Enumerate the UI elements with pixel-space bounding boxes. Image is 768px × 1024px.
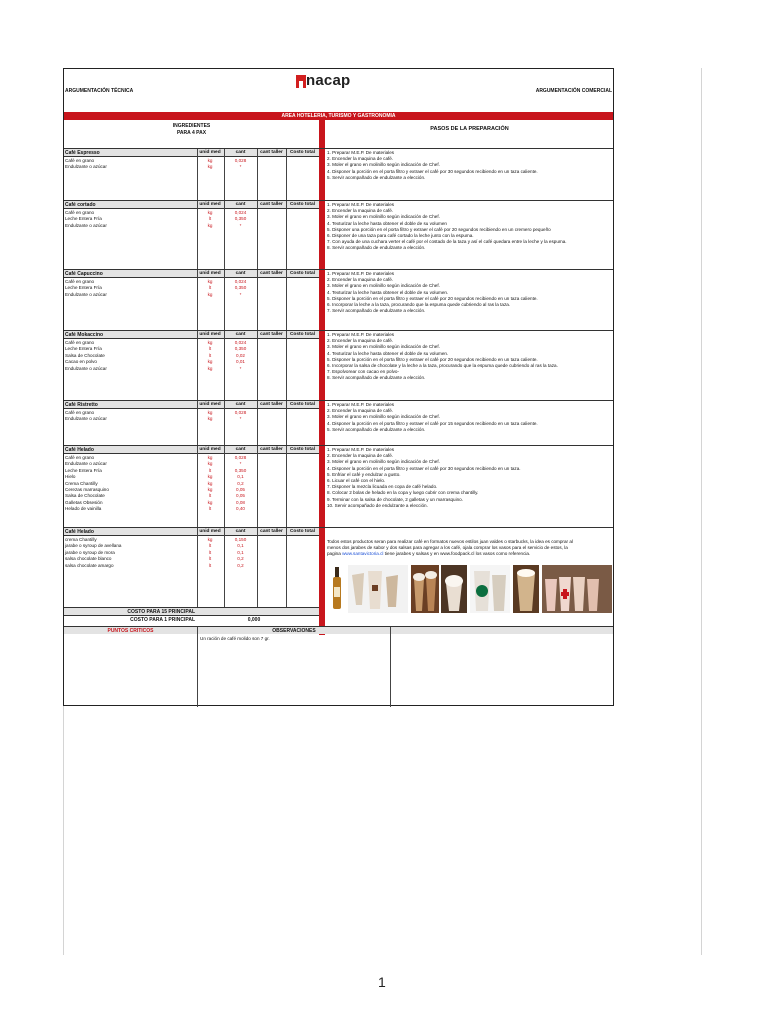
ingredient-name: Leche Entera Fría — [65, 216, 102, 222]
qty-column-header: cant — [235, 150, 246, 155]
ingredient-qty: 0,2 — [237, 556, 244, 562]
ingredient-unit: kg — [207, 474, 213, 480]
costo-column-header: Costo total — [289, 402, 316, 407]
unit-column-header: unid med — [199, 271, 221, 276]
inacap-logo — [296, 71, 366, 93]
ingredient-qty: 0,02 — [236, 352, 245, 358]
ingredient-qty: 0,024 — [234, 279, 247, 284]
preparation-steps — [327, 271, 613, 314]
recipe-name: Café Ristretto — [65, 402, 98, 408]
column-divider — [286, 331, 287, 401]
column-divider — [197, 149, 198, 201]
preparation-step: 2. Encender la maquina de café. — [327, 156, 394, 162]
ingredient-name: Café en grano — [65, 210, 95, 215]
qty-column-header: cant — [235, 402, 246, 407]
preparation-step: 2. Encender la maquina de café. — [327, 277, 394, 283]
unit-column-header: unid med — [199, 529, 221, 534]
preparation-step: 4. Texturizar la leche hasta obtener el doble de su volumen. — [327, 350, 449, 356]
ingredient-unit: lt — [208, 543, 212, 549]
ingredient-qty: 0,05 — [236, 493, 245, 499]
commercial-note-line: Todos estos productos seran para realizar café en formatos nuevos estilos juan valdes o starbucks, la idea es comprar al — [327, 539, 573, 544]
ingredient-unit: lt — [208, 216, 212, 222]
ingredient-qty: * — [239, 461, 242, 467]
argumentacion-comercial-label: ARGUMENTACIÓN COMERCIAL — [535, 88, 612, 94]
ingredient-name: Salsa de Chocolate — [65, 352, 105, 358]
recipe-name: Café Helado — [65, 447, 94, 453]
recipe-section — [64, 445, 613, 527]
taller-column-header: cant taller — [260, 529, 283, 534]
recipe-header-row — [64, 331, 319, 339]
column-divider — [224, 401, 225, 446]
ingredient-name: Café en grano — [65, 279, 95, 284]
puntos-criticos-label: PUNTOS CRITICOS — [107, 628, 154, 634]
frappe-drinks-image — [411, 565, 439, 613]
recipe-name: Café Mokaccino — [65, 332, 104, 338]
ingredient-qty: 0,028 — [234, 410, 247, 415]
preparation-step: 7. Espolvorear con cacao en polvo- — [327, 369, 400, 375]
ingredient-qty: 0,05 — [236, 487, 245, 492]
page-number: 1 — [378, 974, 386, 990]
ingredient-name: Cerezas marrasquino — [65, 487, 109, 492]
ingredient-unit: lt — [208, 556, 212, 562]
ingredient-name: Helado de vainilla — [65, 506, 102, 512]
ingredient-name: Café en grano — [65, 158, 95, 163]
preparation-step: 6. Disponer de una taza para café cortado la leche junto con la espuma. — [327, 233, 474, 239]
cost-15-row — [64, 607, 319, 615]
ingredient-unit: kg — [207, 291, 213, 297]
preparation-step: 8. Servir acompañado de endulzante a elección. — [327, 245, 426, 251]
ingredient-name: Hielo — [65, 474, 76, 480]
product-photos — [328, 565, 612, 613]
ingredient-unit: kg — [207, 537, 213, 542]
cost-1-label: COSTO PARA 1 PRINCIPAL — [130, 617, 195, 623]
cost-1-row — [64, 615, 319, 623]
note-text: tiene jarabes y salsas y en www.foodpack.cl los vasos como referencia. — [383, 551, 531, 557]
ingredient-name: Crema Chantilly — [65, 480, 98, 486]
ingredient-unit: lt — [208, 493, 212, 499]
preparation-step: 1. Preparar M.E.P. De materiales — [327, 332, 395, 337]
cost-15-label: COSTO PARA 15 PRINCIPAL — [127, 609, 195, 615]
preparation-steps — [327, 447, 613, 509]
commercial-note-line: menos dos jarabes de sabor y dos salsas para agregar a los café, ojala comprar los vasos para el servicio de estos, la — [327, 545, 568, 551]
qty-column-header: cant — [235, 202, 246, 207]
ingredient-unit: lt — [208, 549, 212, 555]
column-divider — [286, 401, 287, 446]
ingredient-qty: 0,01 — [236, 359, 245, 365]
ingredient-unit: kg — [207, 499, 213, 505]
column-divider — [224, 149, 225, 201]
starbucks-cups-image — [470, 565, 510, 613]
bottom-divider — [390, 627, 391, 707]
santavictoria-link[interactable]: www.santavictoria.cl — [342, 551, 384, 557]
recipe-name: Café Helado — [65, 529, 94, 535]
unit-column-header: unid med — [199, 202, 221, 207]
preparation-steps — [327, 332, 613, 382]
preparation-step: 2. Encender la maquina de café. — [327, 338, 394, 344]
preparation-step: 5. Disponer la porción en el porta filtro y extraer el café por 20 segundos recibiendo en un taza caliente. — [327, 356, 538, 362]
recipe-section — [64, 269, 613, 330]
ingredient-unit: kg — [207, 455, 213, 460]
preparation-step: 5. Enfriar el café y endulzar a gusto. — [327, 471, 401, 477]
preparation-step: 5. Disponer una porción en el porta filtro y extraer el café por 20 segundos recibiendo en un cremero pequeño — [327, 226, 551, 232]
column-divider — [257, 446, 258, 528]
recipe-section — [64, 400, 613, 445]
ingredient-qty: 0,40 — [236, 506, 245, 512]
qty-column-header: cant — [235, 271, 246, 276]
column-divider — [197, 401, 198, 446]
column-divider — [257, 401, 258, 446]
whipped-cream-cup-image — [441, 565, 467, 613]
preparation-step: 1. Preparar M.E.P. De materiales — [327, 402, 395, 407]
ingredient-qty: 0,2 — [237, 480, 244, 486]
costo-column-header: Costo total — [289, 202, 316, 207]
ingredient-unit: kg — [207, 365, 213, 371]
ingredient-name: jarabe o syroup de avellana — [65, 543, 122, 549]
preparation-step: 3. Moler el grano en molinillo según indicación de Chef. — [327, 459, 440, 465]
column-divider — [257, 149, 258, 201]
ingredient-qty: 0,024 — [234, 210, 247, 215]
cost-1-value: 0,000 — [247, 617, 261, 623]
ingredient-name: Café en grano — [65, 455, 95, 460]
ingredient-unit: kg — [207, 461, 213, 467]
preparation-steps — [327, 202, 613, 252]
preparation-step: 4. Texturizar la leche hasta obtener el doble de su volumen. — [327, 289, 449, 295]
costo-column-header: Costo total — [289, 529, 316, 534]
preparation-step: 2. Encender la maquina de café. — [327, 408, 394, 414]
preparation-step: 10. Servir acompañado de endulzante a elección. — [327, 502, 428, 508]
syrup-bottle-image — [332, 567, 342, 611]
preparation-steps — [327, 402, 613, 433]
preparation-step: 6. Incorporar la leche a la taza, procurando que la espuma quede cubriendo al ras la taza. — [327, 302, 511, 308]
ingredient-qty: * — [239, 164, 242, 170]
observaciones-label: OBSERVACIONES — [272, 628, 316, 634]
costo-column-header: Costo total — [289, 150, 316, 155]
inacap-logo-mark-icon — [296, 75, 306, 88]
ingredient-qty: 0,150 — [234, 537, 247, 542]
ingredientes-title: INGREDIENTES — [172, 123, 211, 129]
column-divider — [286, 528, 287, 608]
ingredient-name: Endulzante o azúcar — [65, 365, 107, 371]
bottom-divider — [197, 627, 198, 707]
ingredient-qty: 0,350 — [234, 216, 247, 222]
ingredient-qty: 0,350 — [234, 346, 247, 352]
ingredient-unit: lt — [208, 467, 212, 473]
frappuccino-lineup-image — [542, 565, 612, 613]
recipe-section — [64, 330, 613, 400]
ingredient-unit: kg — [207, 340, 213, 345]
costo-column-header: Costo total — [289, 332, 316, 337]
ingredient-unit: kg — [207, 410, 213, 415]
para-pax-label: PARA 4 PAX — [176, 130, 207, 136]
ingredient-unit: lt — [208, 346, 212, 352]
note-text: pagina — [327, 551, 343, 557]
preparation-step: 2. Encender la maquina de café. — [327, 453, 394, 459]
qty-column-header: cant — [235, 447, 246, 452]
ingredient-qty: 0,1 — [237, 549, 244, 555]
ingredient-qty: 0,08 — [236, 499, 245, 505]
ingredient-name: Leche Entera Fría — [65, 346, 102, 352]
preparation-step: 9. Terminar con la salsa de chocolate, 2 galletas y un marrasquino. — [327, 496, 464, 502]
ingredient-unit: kg — [207, 416, 213, 422]
recipe-header-row — [64, 149, 319, 157]
ingredient-qty: * — [239, 222, 242, 228]
costo-column-header: Costo total — [289, 447, 316, 452]
ingredient-name: Endulzante o azúcar — [65, 291, 107, 297]
ingredient-unit: kg — [207, 164, 213, 170]
preparation-step: 5. Servir acompañado de endulzante a elección. — [327, 426, 426, 432]
ingredient-qty: * — [239, 291, 242, 297]
ingredient-unit: lt — [208, 285, 212, 291]
ingredient-unit: kg — [207, 480, 213, 486]
ingredient-name: Cacao en polvo — [65, 359, 97, 365]
taller-column-header: cant taller — [260, 271, 283, 276]
preparation-step: 8. Colocar 2 bolas de helado en la copa y luego cubrir con crema chantilly. — [327, 490, 479, 496]
ingredient-name: Leche Entera Fría — [65, 285, 102, 291]
recipe-header-row — [64, 446, 319, 454]
preparation-step: 1. Preparar M.E.P. De materiales — [327, 271, 395, 276]
preparation-step: 3. Moler el grano en molinillo según indicación de Chef. — [327, 283, 440, 289]
ingredient-unit: lt — [208, 562, 212, 568]
preparation-step: 7. Servir acompañado de endulzante a elección. — [327, 308, 426, 314]
ingredient-unit: lt — [208, 506, 212, 512]
ingredient-name: Galletas Obsesión — [65, 499, 103, 505]
page-right-edge — [701, 68, 702, 955]
preparation-step: 3. Moler el grano en molinillo según indicación de Chef. — [327, 414, 440, 420]
preparation-step: 7. Disponer la mezcla licuada en copa de café helado. — [327, 484, 438, 490]
column-divider — [257, 201, 258, 270]
ingredient-unit: kg — [207, 279, 213, 284]
taller-column-header: cant taller — [260, 402, 283, 407]
recipe-header-row — [64, 528, 319, 536]
ingredient-name: salsa chocolate amargo — [65, 562, 114, 568]
taller-column-header: cant taller — [260, 447, 283, 452]
logo-text: nacap — [306, 72, 351, 89]
preparation-step: 8. Servir acompañado de endulzante a elección. — [327, 375, 426, 381]
preparation-step: 4. Texturizar la leche hasta obtener el doble de su volumen — [327, 220, 447, 226]
preparation-step: 4. Disponer la porción en el porta filtro y extraer el café por 30 segundos recibiendo en un taza. — [327, 465, 521, 471]
ingredient-unit: kg — [207, 210, 213, 215]
ingredient-name: Salsa de Chocolate — [65, 493, 105, 499]
recipe-name: Café Espresso — [65, 150, 100, 156]
recipe-header-row — [64, 270, 319, 278]
preparation-steps — [327, 150, 613, 181]
ingredient-name: salsa chocolate blanco — [65, 556, 112, 562]
column-divider — [257, 528, 258, 608]
recipe-header-row — [64, 201, 319, 209]
qty-column-header: cant — [235, 332, 246, 337]
unit-column-header: unid med — [199, 332, 221, 337]
ingredient-name: Leche Entera Fría — [65, 467, 102, 473]
ingredient-name: Endulzante o azúcar — [65, 416, 107, 422]
preparation-step: 1. Preparar M.E.P. De materiales — [327, 202, 395, 207]
ingredient-qty: 0,1 — [237, 474, 244, 480]
recipe-header-row — [64, 401, 319, 409]
ingredient-qty: 0,024 — [234, 340, 247, 345]
recipe-name: Café cortado — [65, 202, 96, 208]
iced-coffee-image — [513, 565, 539, 613]
ingredient-unit: kg — [207, 222, 213, 228]
ingredient-unit: kg — [207, 359, 213, 365]
column-divider — [257, 270, 258, 331]
pasos-preparacion-title: PASOS DE LA PREPARACIÓN — [430, 126, 509, 132]
preparation-step: 4. Disponer la porción en el porta filtro y extraer el café por 15 segundos recibiendo en un taza caliente. — [327, 420, 538, 426]
unit-column-header: unid med — [199, 402, 221, 407]
preparation-step: 3. Moler el grano en molinillo según indicación de Chef. — [327, 162, 440, 168]
costo-column-header: Costo total — [289, 271, 316, 276]
ingredient-qty: 0,028 — [234, 158, 247, 163]
commercial-note — [327, 539, 611, 558]
ingredient-name: jarabe o syroup de mora — [65, 549, 115, 555]
ingredient-unit: lt — [208, 352, 212, 358]
recipe-section — [64, 148, 613, 200]
ingredient-name: Endulzante o azúcar — [65, 461, 107, 467]
taller-column-header: cant taller — [260, 150, 283, 155]
column-divider — [286, 149, 287, 201]
column-divider — [257, 331, 258, 401]
bottom-header-row — [64, 626, 613, 634]
unit-column-header: unid med — [199, 150, 221, 155]
observacion-text: Un ración de café molido son 7 gr. — [200, 636, 270, 641]
ingredient-name: Café en grano — [65, 410, 95, 415]
ingredient-qty: 0,2 — [237, 562, 244, 568]
argumentacion-tecnica-label: ARGUMENTACIÓN TÉCNICA — [65, 88, 134, 94]
preparation-step: 3. Moler el grano en molinillo según indicación de Chef. — [327, 214, 440, 220]
preparation-step: 6. Licuar el café con el hielo. — [327, 478, 386, 484]
commercial-note-line — [327, 551, 611, 557]
ingredient-name: crema Chantilly — [65, 537, 97, 542]
ingredient-qty: 0,1 — [237, 543, 244, 549]
area-banner: AREA HOTELERIA, TURISMO Y GASTRONOMIA — [64, 112, 613, 120]
column-divider — [286, 446, 287, 528]
ingredient-qty: * — [239, 416, 242, 422]
ingredient-qty: * — [239, 365, 242, 371]
preparation-step: 5. Disponer la porción en el porta filtro y extraer el café por 20 segundos recibiendo en un taza caliente. — [327, 295, 538, 301]
ingredient-name: Endulzante o azúcar — [65, 164, 107, 170]
preparation-step: 7. Con ayuda de una cuchara verter el café por el costado de la taza y así el café quedara entre la leche y la espuma. — [327, 239, 567, 245]
preparation-step: 5. Servir acompañado de endulzante a elección. — [327, 174, 426, 180]
preparation-step: 1. Preparar M.E.P. De materiales — [327, 150, 395, 155]
ingredient-qty: 0,350 — [234, 285, 247, 291]
qty-column-header: cant — [235, 529, 246, 534]
preparation-step: 4. Disponer la porción en el porta filtro y extraer el café por 30 segundos recibiendo en un taza caliente. — [327, 168, 538, 174]
column-divider — [286, 201, 287, 270]
ingredient-name: Endulzante o azúcar — [65, 222, 107, 228]
ingredient-name: Café en grano — [65, 340, 95, 345]
ingredient-qty: 0,350 — [234, 467, 247, 473]
recipe-sheet — [63, 68, 614, 706]
coffee-cups-image — [348, 565, 408, 613]
ingredient-unit: kg — [207, 487, 213, 492]
preparation-step: 3. Moler el grano en molinillo según indicación de Chef. — [327, 344, 440, 350]
preparation-step: 2. Encender la maquina de café. — [327, 208, 394, 214]
recipe-name: Café Capuccino — [65, 271, 103, 277]
column-divider — [286, 270, 287, 331]
recipe-section — [64, 200, 613, 269]
ingredient-qty: 0,028 — [234, 455, 247, 460]
taller-column-header: cant taller — [260, 202, 283, 207]
preparation-step: 6. Incorporar la salsa de chocolate y la leche a la taza, procurando que la espuma quede cubriendo al ras la taza. — [327, 363, 558, 369]
ingredient-unit: kg — [207, 158, 213, 163]
preparation-step: 1. Preparar M.E.P. De materiales — [327, 447, 395, 452]
unit-column-header: unid med — [199, 447, 221, 452]
taller-column-header: cant taller — [260, 332, 283, 337]
